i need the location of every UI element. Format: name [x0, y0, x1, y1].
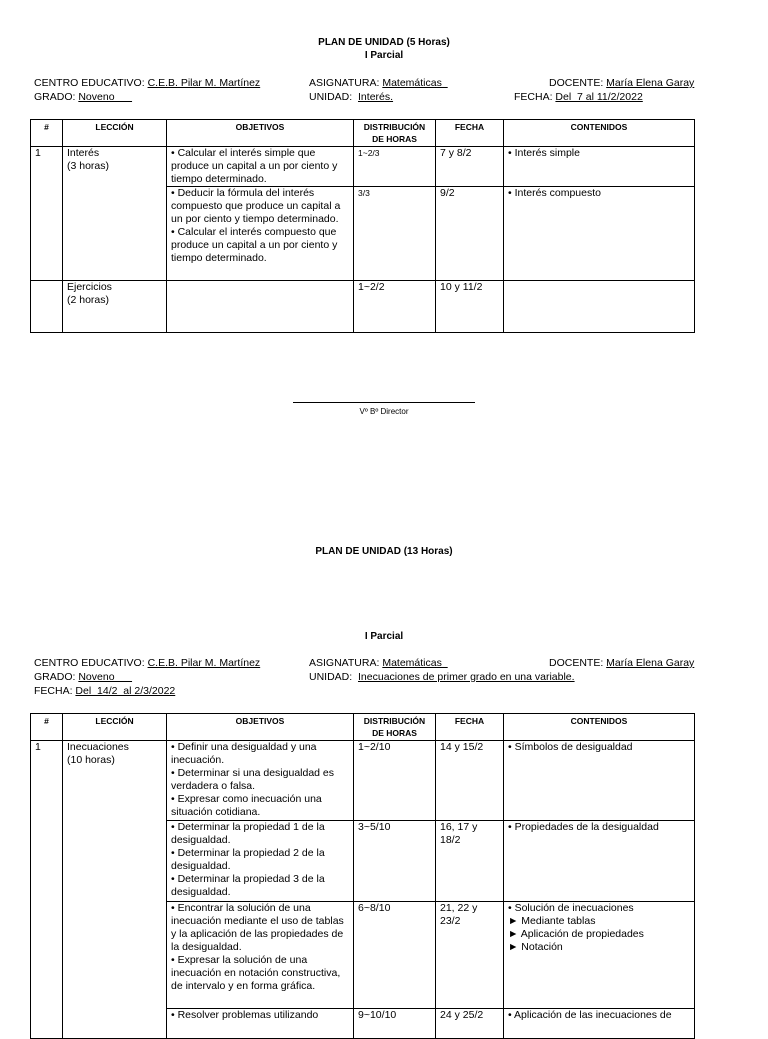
row-horas: 1~2/3 — [354, 147, 436, 187]
table-row — [31, 281, 695, 333]
row-fecha: 14 y 15/2 — [436, 741, 504, 821]
plan1-asignatura: ASIGNATURA: Matemáticas — [309, 77, 448, 89]
plan1-grado-value: Noveno — [78, 91, 133, 103]
row-horas: 3~5/10 — [354, 821, 436, 902]
row-objetivos: • Calcular el interés simple que produce un capital a un por ciento y tiempo determinado. — [167, 147, 354, 187]
signature-line — [293, 402, 475, 403]
plan2-title: PLAN DE UNIDAD (13 Horas) — [315, 546, 453, 557]
row-fecha: 16, 17 y 18/2 — [436, 821, 504, 902]
plan2-asignatura: ASIGNATURA: Matemáticas — [309, 657, 448, 669]
plan2-fecha-value: Del 14/2 al 2/3/2022 — [75, 685, 176, 697]
plan2-docente: DOCENTE: María Elena Garay — [549, 657, 695, 669]
table-row — [31, 147, 695, 187]
plan2-centro: CENTRO EDUCATIVO: C.E.B. Pilar M. Martínez — [34, 657, 261, 669]
row-objetivos — [167, 281, 354, 333]
col-header-num: # — [31, 714, 63, 741]
plan1-docente: DOCENTE: María Elena Garay — [549, 77, 695, 89]
col-header-leccion: LECCIÓN — [63, 714, 167, 741]
col-header-distribucion: DISTRIBUCIÓN DE HORAS — [354, 120, 436, 147]
row-fecha: 10 y 11/2 — [436, 281, 504, 333]
plan2-table — [30, 713, 695, 1039]
plan1-unidad: UNIDAD: Interés. — [309, 91, 394, 103]
plan2-unidad-value: Inecuaciones de primer grado en una variable. — [358, 671, 575, 683]
row-objetivos: • Resolver problemas utilizando — [167, 1009, 354, 1039]
plan2-asignatura-value: Matemáticas — [382, 657, 448, 669]
row-num — [31, 281, 63, 333]
plan2-grado-value: Noveno — [78, 671, 133, 683]
plan1-table — [30, 119, 695, 333]
row-lesson: Interés (3 horas) — [63, 147, 167, 281]
plan2-unidad: UNIDAD: Inecuaciones de primer grado en una variable. — [309, 671, 575, 683]
row-contenidos: • Símbolos de desigualdad — [504, 741, 695, 821]
row-fecha: 21, 22 y 23/2 — [436, 902, 504, 1009]
table-row — [31, 741, 695, 821]
plan1-subtitle: I Parcial — [364, 50, 404, 61]
plan1-asignatura-value: Matemáticas — [382, 77, 448, 89]
row-contenidos: • Interés simple — [504, 147, 695, 187]
row-contenidos: • Solución de inecuaciones ► Mediante tablas ► Aplicación de propiedades ► Notación — [504, 902, 695, 1009]
row-horas: 3/3 — [354, 187, 436, 281]
col-header-contenidos: CONTENIDOS — [504, 120, 695, 147]
row-fecha: 7 y 8/2 — [436, 147, 504, 187]
row-objetivos: • Definir una desigualdad y una inecuación. • Determinar si una desigualdad es verdadera o falsa. • Expresar como inecuación una situación cotidiana. — [167, 741, 354, 821]
plan2-docente-value: María Elena Garay — [606, 657, 695, 669]
plan2-subtitle: I Parcial — [364, 631, 404, 642]
plan1-title: PLAN DE UNIDAD (5 Horas) — [318, 37, 450, 48]
row-horas: 1~2/2 — [354, 281, 436, 333]
row-lesson: Ejercicios (2 horas) — [63, 281, 167, 333]
row-fecha: 24 y 25/2 — [436, 1009, 504, 1039]
col-header-objetivos: OBJETIVOS — [167, 120, 354, 147]
row-objetivos: • Encontrar la solución de una inecuación mediante el uso de tablas y la aplicación de las propiedades de la desigualdad. • Expresar la solución de una inecuación en notación constructiva, de intervalo y en forma gráfica. — [167, 902, 354, 1009]
col-header-leccion: LECCIÓN — [63, 120, 167, 147]
plan1-grado: GRADO: Noveno — [34, 91, 133, 103]
row-objetivos: • Deducir la fórmula del interés compuesto que produce un capital a un por ciento y tiempo determinado. • Calcular el interés compuesto que produce un capital a un por ciento y tiempo determinado. — [167, 187, 354, 281]
col-header-fecha: FECHA — [436, 120, 504, 147]
row-contenidos: • Interés compuesto — [504, 187, 695, 281]
plan1-fecha-value: Del 7 al 11/2/2022 — [555, 91, 643, 103]
plan1-centro-value: C.E.B. Pilar M. Martínez — [147, 77, 261, 89]
row-horas: 9~10/10 — [354, 1009, 436, 1039]
signature-label: Vº Bº Director — [359, 407, 409, 416]
row-horas: 1~2/10 — [354, 741, 436, 821]
row-contenidos — [504, 281, 695, 333]
col-header-fecha: FECHA — [436, 714, 504, 741]
row-contenidos: • Propiedades de la desigualdad — [504, 821, 695, 902]
plan1-centro: CENTRO EDUCATIVO: C.E.B. Pilar M. Martínez — [34, 77, 261, 89]
row-fecha: 9/2 — [436, 187, 504, 281]
plan1-header-row — [31, 120, 695, 147]
row-horas: 6~8/10 — [354, 902, 436, 1009]
plan2-fecha: FECHA: Del 14/2 al 2/3/2022 — [34, 685, 176, 697]
plan1-docente-value: María Elena Garay — [606, 77, 695, 89]
row-num: 1 — [31, 147, 63, 281]
plan2-grado: GRADO: Noveno — [34, 671, 133, 683]
row-objetivos: • Determinar la propiedad 1 de la desigualdad. • Determinar la propiedad 2 de la desigualdad. • Determinar la propiedad 3 de la desigualdad. — [167, 821, 354, 902]
plan2-centro-value: C.E.B. Pilar M. Martínez — [147, 657, 261, 669]
plan1-unidad-value: Interés. — [358, 91, 394, 103]
col-header-num: # — [31, 120, 63, 147]
row-lesson: Inecuaciones (10 horas) — [63, 741, 167, 1039]
row-num: 1 — [31, 741, 63, 1039]
row-contenidos: • Aplicación de las inecuaciones de — [504, 1009, 695, 1039]
col-header-objetivos: OBJETIVOS — [167, 714, 354, 741]
plan1-fecha: FECHA: Del 7 al 11/2/2022 — [514, 91, 643, 103]
plan2-header-row — [31, 714, 695, 741]
col-header-distribucion: DISTRIBUCIÓN DE HORAS — [354, 714, 436, 741]
col-header-contenidos: CONTENIDOS — [504, 714, 695, 741]
